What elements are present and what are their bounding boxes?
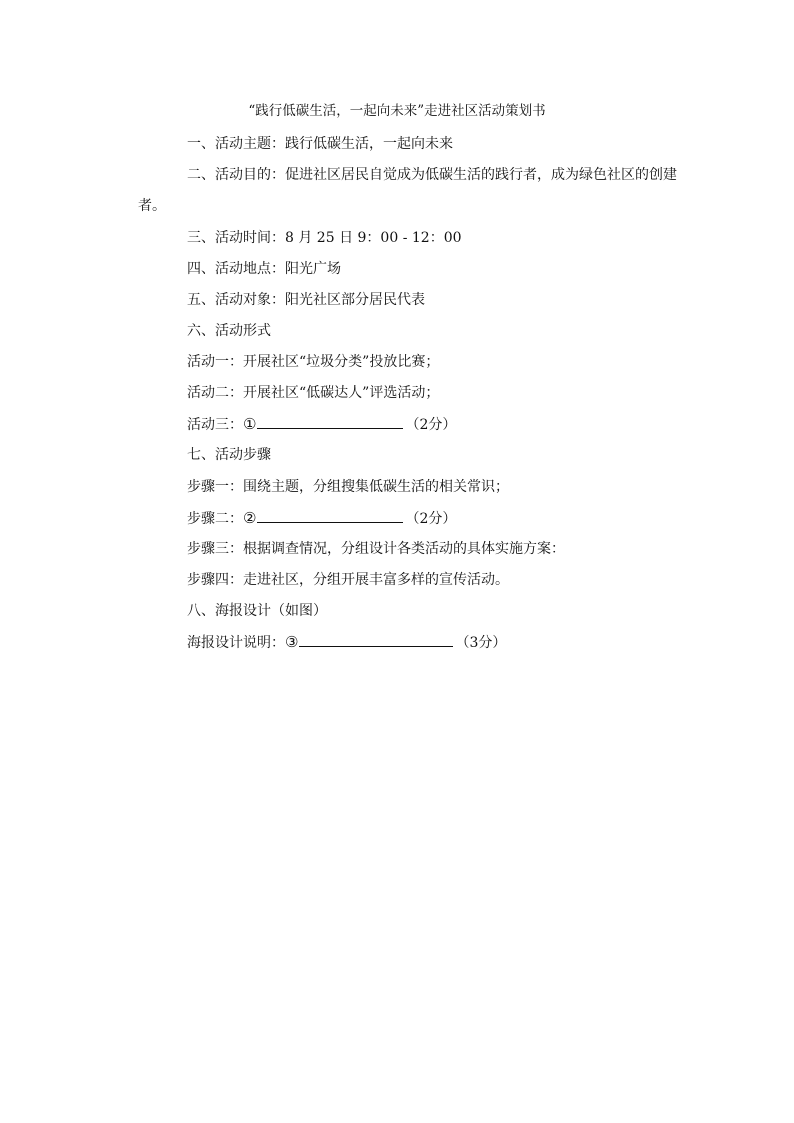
poster-note-label: 海报设计说明： [187, 635, 285, 651]
line-target: 五、活动对象：阳光社区部分居民代表 [187, 292, 425, 308]
line-step-4: 步骤四：走进社区，分组开展丰富多样的宣传活动。 [187, 572, 509, 588]
line-purpose: 二、活动目的：促进社区居民自觉成为低碳生活的践行者，成为绿色社区的创建 [187, 167, 677, 183]
points-activity-3: （2分） [405, 417, 457, 433]
line-theme: 一、活动主题：践行低碳生活，一起向未来 [187, 136, 453, 152]
document-title: “践行低碳生活，一起向未来”走进社区活动策划书 [248, 103, 546, 119]
line-activity-1: 活动一：开展社区“垃圾分类”投放比赛； [187, 354, 440, 370]
line-time: 三、活动时间：8 月 25 日 9：00 - 12：00 [187, 230, 462, 246]
line-step-3: 步骤三：根据调查情况，分组设计各类活动的具体实施方案： [187, 541, 565, 557]
blank-marker-1: ① [243, 415, 257, 433]
answer-blank-1[interactable] [257, 414, 403, 429]
answer-blank-3[interactable] [299, 632, 453, 647]
activity-3-label: 活动三： [187, 417, 243, 433]
heading-activity-form: 六、活动形式 [187, 323, 271, 339]
points-step-2: （2分） [405, 511, 457, 527]
line-step-2 [187, 508, 456, 529]
heading-poster-design: 八、海报设计（如图） [187, 603, 327, 619]
blank-marker-3: ③ [285, 633, 299, 651]
blank-marker-2: ② [243, 509, 257, 527]
line-purpose-continued: 者。 [138, 198, 166, 214]
line-step-1: 步骤一：围绕主题，分组搜集低碳生活的相关常识； [187, 479, 509, 495]
line-place: 四、活动地点：阳光广场 [187, 261, 341, 277]
line-activity-2: 活动二：开展社区“低碳达人”评选活动； [187, 385, 440, 401]
step-2-label: 步骤二： [187, 511, 243, 527]
line-poster-note [187, 632, 506, 653]
answer-blank-2[interactable] [257, 508, 403, 523]
line-activity-3 [187, 414, 456, 435]
points-poster-note: （3分） [455, 635, 507, 651]
heading-activity-steps: 七、活动步骤 [187, 447, 271, 463]
